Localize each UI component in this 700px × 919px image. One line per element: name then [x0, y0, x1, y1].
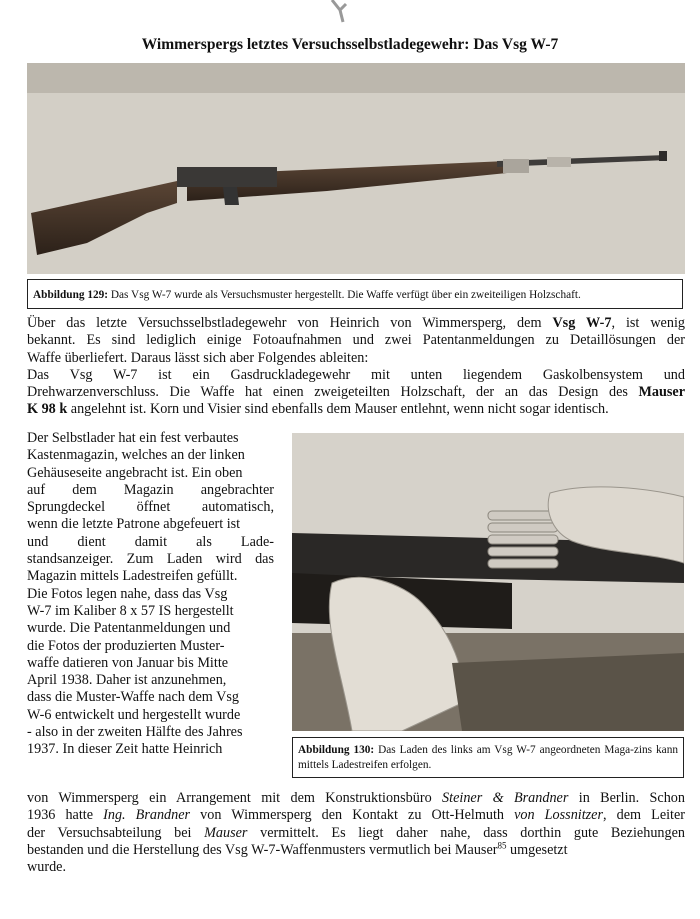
text-line: auf dem Magazin angebrachter — [27, 481, 274, 498]
text-run: , dem Leiter — [603, 807, 686, 824]
text-run: von Wimmersperg den Kontakt zu Ott-Helmuth — [190, 807, 515, 824]
text-line: Magazin mittels Ladestreifen gefüllt. — [27, 568, 238, 585]
model-name: Mauser — [638, 384, 685, 401]
text-line: wurde. — [27, 859, 67, 876]
text-line — [27, 842, 685, 859]
text-run: , ist wenig — [611, 315, 685, 331]
text-run: Über das letzte Versuchsselbstladegewehr von Heinrich von Wimmersperg, dem — [27, 315, 553, 331]
text-line: Kastenmagazin, welches an der linken — [27, 447, 245, 464]
text-line — [27, 384, 685, 401]
text-line: und dient damit als Lade- — [27, 533, 274, 550]
text-run: vermittelt. Es liegt daher nahe, dass dorthin gute Beziehungen — [247, 824, 685, 841]
rifle-photo — [27, 63, 685, 274]
person-name: Ing. Brandner — [103, 807, 191, 824]
text-line — [27, 807, 685, 824]
text-run: 1936 hatte — [27, 807, 104, 824]
company-name: Steiner & Brandner — [442, 790, 569, 806]
text-line: wurde. Die Patentanmeldungen und — [27, 620, 231, 637]
person-name: von Lossnitzer — [514, 807, 604, 824]
text-line: waffe datieren von Januar bis Mitte — [27, 654, 229, 671]
text-line: bekannt. Es sind lediglich einige Fotoaufnahmen und zwei Patentanmeldungen zu Detaillösungen der — [27, 332, 685, 349]
text-run: umgesetzt — [506, 841, 568, 858]
text-line: Gehäuseseite angebracht ist. Ein oben — [27, 464, 243, 481]
caption-label: Abbildung 130: — [298, 744, 375, 756]
text-line: wenn die letzte Patrone abgefeuert ist — [27, 516, 241, 533]
caption-text: Das Laden des links am Vsg W-7 angeordneten Maga-zins kann mittels Ladestreifen erfolgen. — [298, 744, 678, 771]
company-name: Mauser — [204, 824, 248, 841]
caption-label: Abbildung 129: — [33, 289, 109, 301]
text-line: Das Vsg W-7 ist ein Gasdruckladegewehr mit unten liegendem Gaskolbensystem und — [27, 366, 685, 383]
text-run: in Berlin. Schon — [568, 790, 685, 806]
text-run: angelehnt ist. Korn und Visier sind ebenfalls dem Mauser entlehnt, wenn nicht sogar identisch. — [67, 401, 609, 418]
text-line: dass die Muster-Waffe nach dem Vsg — [27, 689, 239, 706]
page-title: Wimmerspergs letztes Versuchsselbstladegewehr: Das Vsg W-7 — [141, 36, 559, 53]
model-name: K 98 k — [27, 401, 68, 418]
text-line: Sprungdeckel öffnet automatisch, — [27, 499, 274, 516]
figure-caption-130 — [292, 737, 684, 778]
text-line: Der Selbstlader hat ein fest verbautes — [27, 430, 239, 446]
model-name: Vsg W-7 — [552, 315, 612, 331]
closing-paragraph — [27, 790, 685, 876]
text-line — [27, 401, 685, 418]
text-line: 1937. In dieser Zeit hatte Heinrich — [27, 741, 223, 758]
caption-text: Das Vsg W-7 wurde als Versuchsmuster hergestellt. Die Waffe verfügt über ein zweiteiligen Holzschaft. — [108, 289, 581, 301]
text-run: bestanden und die Herstellung des Vsg W-7-Waffenmusters vermutlich bei Mauser — [27, 841, 498, 858]
figure-caption-129 — [27, 279, 683, 309]
text-line: standsanzeiger. Zum Laden wird das — [27, 551, 274, 568]
text-run: von Wimmersperg ein Arrangement mit dem Konstruktionsbüro — [27, 790, 443, 806]
text-line — [27, 315, 685, 332]
text-line: die Fotos der produzierten Muster- — [27, 637, 225, 654]
text-run: Drehwarzenverschluss. Die Waffe hat einen zweigeteilten Holzschaft, der an das Design des — [27, 384, 639, 401]
text-line: Die Fotos legen nahe, dass das Vsg — [27, 585, 228, 602]
text-line: W-6 entwickelt und hergestellt wurde — [27, 706, 241, 723]
left-column-text — [27, 430, 274, 759]
intro-paragraph — [27, 315, 685, 419]
page-ornament-icon — [318, 0, 358, 26]
text-line — [27, 790, 685, 807]
loading-photo — [292, 433, 684, 731]
text-line — [27, 825, 685, 842]
text-line: - also in der zweiten Hälfte des Jahres — [27, 724, 243, 741]
text-line: W-7 im Kaliber 8 x 57 IS hergestellt — [27, 602, 234, 619]
text-run: der Versuchsabteilung bei — [27, 824, 205, 841]
footnote-ref[interactable]: 85 — [497, 840, 507, 851]
text-line: Waffe überliefert. Daraus lässt sich aber Folgendes ableiten: — [27, 349, 369, 366]
text-line: April 1938. Daher ist anzunehmen, — [27, 672, 227, 689]
